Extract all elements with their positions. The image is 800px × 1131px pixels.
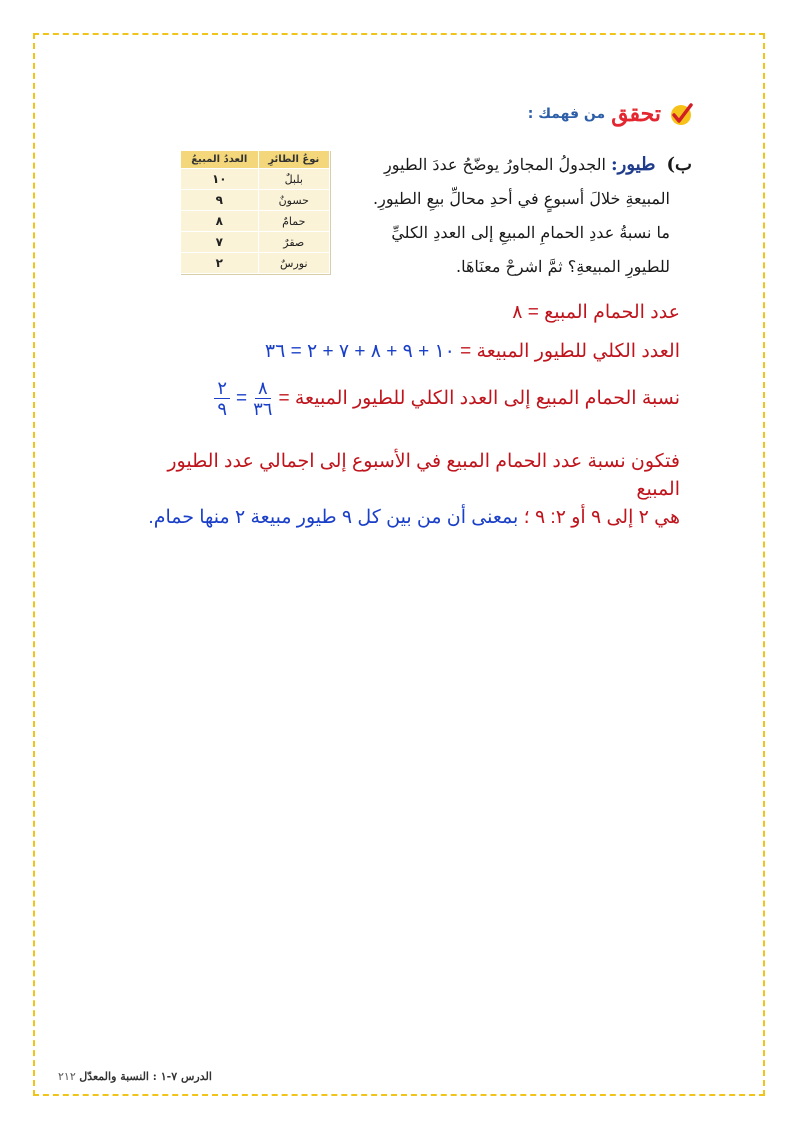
table-row: [181, 232, 330, 253]
problem-line-2: المبيعةِ خلالَ أسبوعٍ في أحدِ محالِّ بيعِ الطيورِ.: [373, 189, 670, 208]
explanation-ratio: هي ٢ إلى ٩ أو ٢: ٩ ؛: [523, 507, 680, 528]
problem-line-1: الجدولُ المجاورُ يوضّحُ عددَ الطيورِ: [384, 155, 606, 174]
table-cell-bird: بلبلٌ: [258, 169, 329, 190]
solution-total-value: ١٠ + ٩ + ٨ + ٧ + ٢ = ٣٦: [264, 341, 455, 362]
table-row: [181, 253, 330, 274]
check-understanding-header: [528, 100, 695, 128]
problem-line-4: للطيورِ المبيعةِ؟ ثمَّ اشرحْ معنَاهَا.: [456, 257, 670, 276]
explanation-line-1: فتكون نسبة عدد الحمام المبيع في الأسبوع إلى اجمالي عدد الطيور المبيع: [167, 451, 680, 500]
table-header-count: العددُ المبيعُ: [181, 151, 259, 169]
problem-marker: ب): [666, 154, 692, 175]
table-cell-count: ١٠: [181, 169, 259, 190]
table-row: [181, 190, 330, 211]
table-row: [181, 211, 330, 232]
table-cell-count: ٧: [181, 232, 259, 253]
table-cell-count: ٢: [181, 253, 259, 274]
check-title: تحقق: [611, 101, 661, 127]
fraction-denominator: ٩: [217, 399, 228, 419]
table-cell-bird: نورسٌ: [258, 253, 329, 274]
solution-total-label: العدد الكلي للطيور المبيعة =: [460, 341, 680, 362]
explanation-meaning: بمعنى أن من بين كل ٩ طيور مبيعة ٢ منها حمام.: [148, 507, 519, 528]
checkmark-icon: [667, 100, 695, 128]
solution-explanation: [120, 448, 680, 532]
footer-lesson: الدرس ٧-١ : النسبة والمعدّل: [79, 1070, 212, 1083]
explanation-line-2: [120, 504, 680, 532]
fraction-numerator: ٨: [255, 378, 271, 399]
check-subtitle: من فهمك :: [527, 106, 606, 122]
table-header-row: [181, 151, 330, 169]
fraction-denominator: ٣٦: [253, 399, 273, 419]
problem-line-3: ما نسبةُ عددِ الحمامِ المبيعِ إلى العددِ الكليِّ: [391, 223, 670, 242]
problem-text: [332, 148, 692, 284]
solution-ratio-label: نسبة الحمام المبيع إلى العدد الكلي للطيور المبيعة =: [278, 388, 680, 409]
table-cell-count: ٩: [181, 190, 259, 211]
fraction-8-36: [253, 378, 272, 419]
birds-table: [180, 150, 330, 274]
page-footer: [58, 1070, 212, 1083]
problem-keyword: طيور:: [611, 154, 656, 175]
table-cell-bird: حمامٌ: [258, 211, 329, 232]
table-cell-bird: حسونٌ: [258, 190, 329, 211]
table-row: [181, 169, 330, 190]
fraction-numerator: ٢: [214, 378, 230, 399]
solution-total-line: [265, 340, 680, 363]
equals-sign: =: [236, 387, 248, 409]
solution-pigeons-count: عدد الحمام المبيع = ٨: [512, 302, 680, 323]
table-header-bird: نوعُ الطائرِ: [258, 151, 329, 169]
fraction-2-9: [214, 378, 230, 419]
table-cell-count: ٨: [181, 211, 259, 232]
footer-page-number: ٢١٢: [58, 1070, 76, 1083]
table-cell-bird: صقرٌ: [258, 232, 329, 253]
solution-ratio-line: [214, 378, 680, 419]
